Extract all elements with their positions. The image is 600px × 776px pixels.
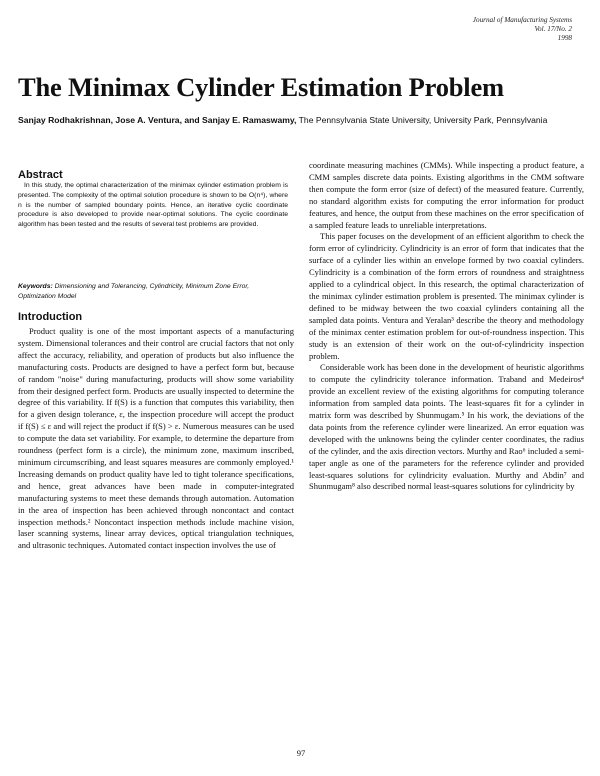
abstract-body: In this study, the optimal characterization of the minimax cylinder estimation problem is presented. The complexity of the optimal solution procedure is shown to be O(n⁴), where n is the number of sampled boundary points. Hence, an iterative cyclic coordinate procedure is also developed to provide near-optimal solutions. The cyclic coordinate algorithm has been tested and the results of several test problems are provided. xyxy=(18,182,288,229)
right-column-text xyxy=(309,160,584,493)
author-line xyxy=(18,114,588,126)
right-paragraph-2 xyxy=(309,231,584,362)
journal-name: Journal of Manufacturing Systems xyxy=(472,16,572,24)
abstract-text xyxy=(18,181,288,230)
page-number: 97 xyxy=(296,748,306,758)
right-paragraph-2-body: This paper focuses on the development of an efficient algorithm to check the form error of cylindricity. Cylindricity is an error of form that indicates that the surface of a cylinder lies within an envelope formed by two coaxial cylinders. Cylindricity is a combination of the form errors of roundness and straightness applied to a cylindrical object. In this research, the optimal characterization of the minimax cylinder estimation problem is presented. The minimax cylinder is defined to be midway between the two coaxial cylinders containing all the sampled data points. Ventura and Yeralan³ describe the theory and methodology of the minimax center estimation problem for out-of-roundness inspection. This study is an extension of their work on the out-of-cylindricity inspection problem. xyxy=(309,231,584,361)
abstract-heading: Abstract xyxy=(18,169,63,181)
right-paragraph-3-body: Considerable work has been done in the development of heuristic algorithms to compute the cylindricity tolerance information. Traband and Medeiros⁴ provide an excellent review of the existing algorithms for computing tolerance information from sampled data points. The least-squares fit for a cylinder in matrix form was described by Shunmugam.⁵ In his work, the deviations of the data points from the reference cylinder were linearized. An error equation was developed with the unknowns being the cylinder center coordinates, the radius of the cylinder, and the axis direction vectors. Murthy and Rao⁶ included a semi-taper angle as one of the parameters for the reference cylinder and provided least-squares solutions for cylindricity evaluation. Murthy and Abdin⁷ and Shunmugam⁸ also described normal least-squares solutions for cylindricity by xyxy=(309,362,584,492)
introduction-heading: Introduction xyxy=(18,311,83,323)
journal-volume: Vol. 17/No. 2 xyxy=(534,25,572,33)
right-paragraph-1: coordinate measuring machines (CMMs). While inspecting a product feature, a CMM samples discrete data points. Existing algorithms in the CMM software then compute the form error (size of defect) of the measured feature. Currently, no standard algorithm exists for computing the error information for product features, and hence, the output from these machines on the error specification of a sampled feature leads to unreliable interpretations. xyxy=(309,160,584,230)
paper-title: The Minimax Cylinder Estimation Problem xyxy=(18,72,504,102)
journal-header xyxy=(412,16,572,43)
keywords-label: Keywords: xyxy=(18,283,53,290)
keywords-list: Dimensioning and Tolerancing, Cylindricity, Minimum Zone Error, Optimization Model xyxy=(18,283,250,300)
introduction-paragraph xyxy=(18,326,294,552)
introduction-body: Product quality is one of the most important aspects of a manufacturing system. Dimensional tolerances and their control are crucial factors that not only affect the accuracy, reliability, and operation of products but also influence the manufacturing costs. Products are designed to have a perfect form but, because of random "noise" during manufacturing, products will show some variability from their designed perfect form. Products are usually inspected to determine the degree of this variability. If f(S) is a function that computes this variability, then for a given design tolerance, ε, the inspection procedure will accept the product if f(S) ≤ ε and will reject the product if f(S) > ε. Numerous measures can be used to compute the data set variability. For example, to determine the departure from roundness (perfect form is a circle), the minimum zone, maximum inscribed, minimum circumscribing, and least squares measures are commonly employed.¹ Increasing demands on product quality have led to tight tolerance specifications, and hence, great advances have been made in computer-integrated manufacturing systems to meet these demands through automation. Automation in the area of inspection has been achieved through noncontact and contact inspection methods.² Noncontact inspection methods include machine vision, laser scanning systems, linear array devices, optical triangulation techniques, and ultrasonic techniques. Automated contact inspection involves the use of xyxy=(18,326,294,551)
journal-year: 1998 xyxy=(557,34,572,42)
keywords xyxy=(18,282,288,302)
right-paragraph-3 xyxy=(309,362,584,493)
author-names: Sanjay Rodhakrishnan, Jose A. Ventura, and Sanjay E. Ramaswamy, xyxy=(18,115,297,125)
author-affiliation: The Pennsylvania State University, University Park, Pennsylvania xyxy=(296,115,548,125)
